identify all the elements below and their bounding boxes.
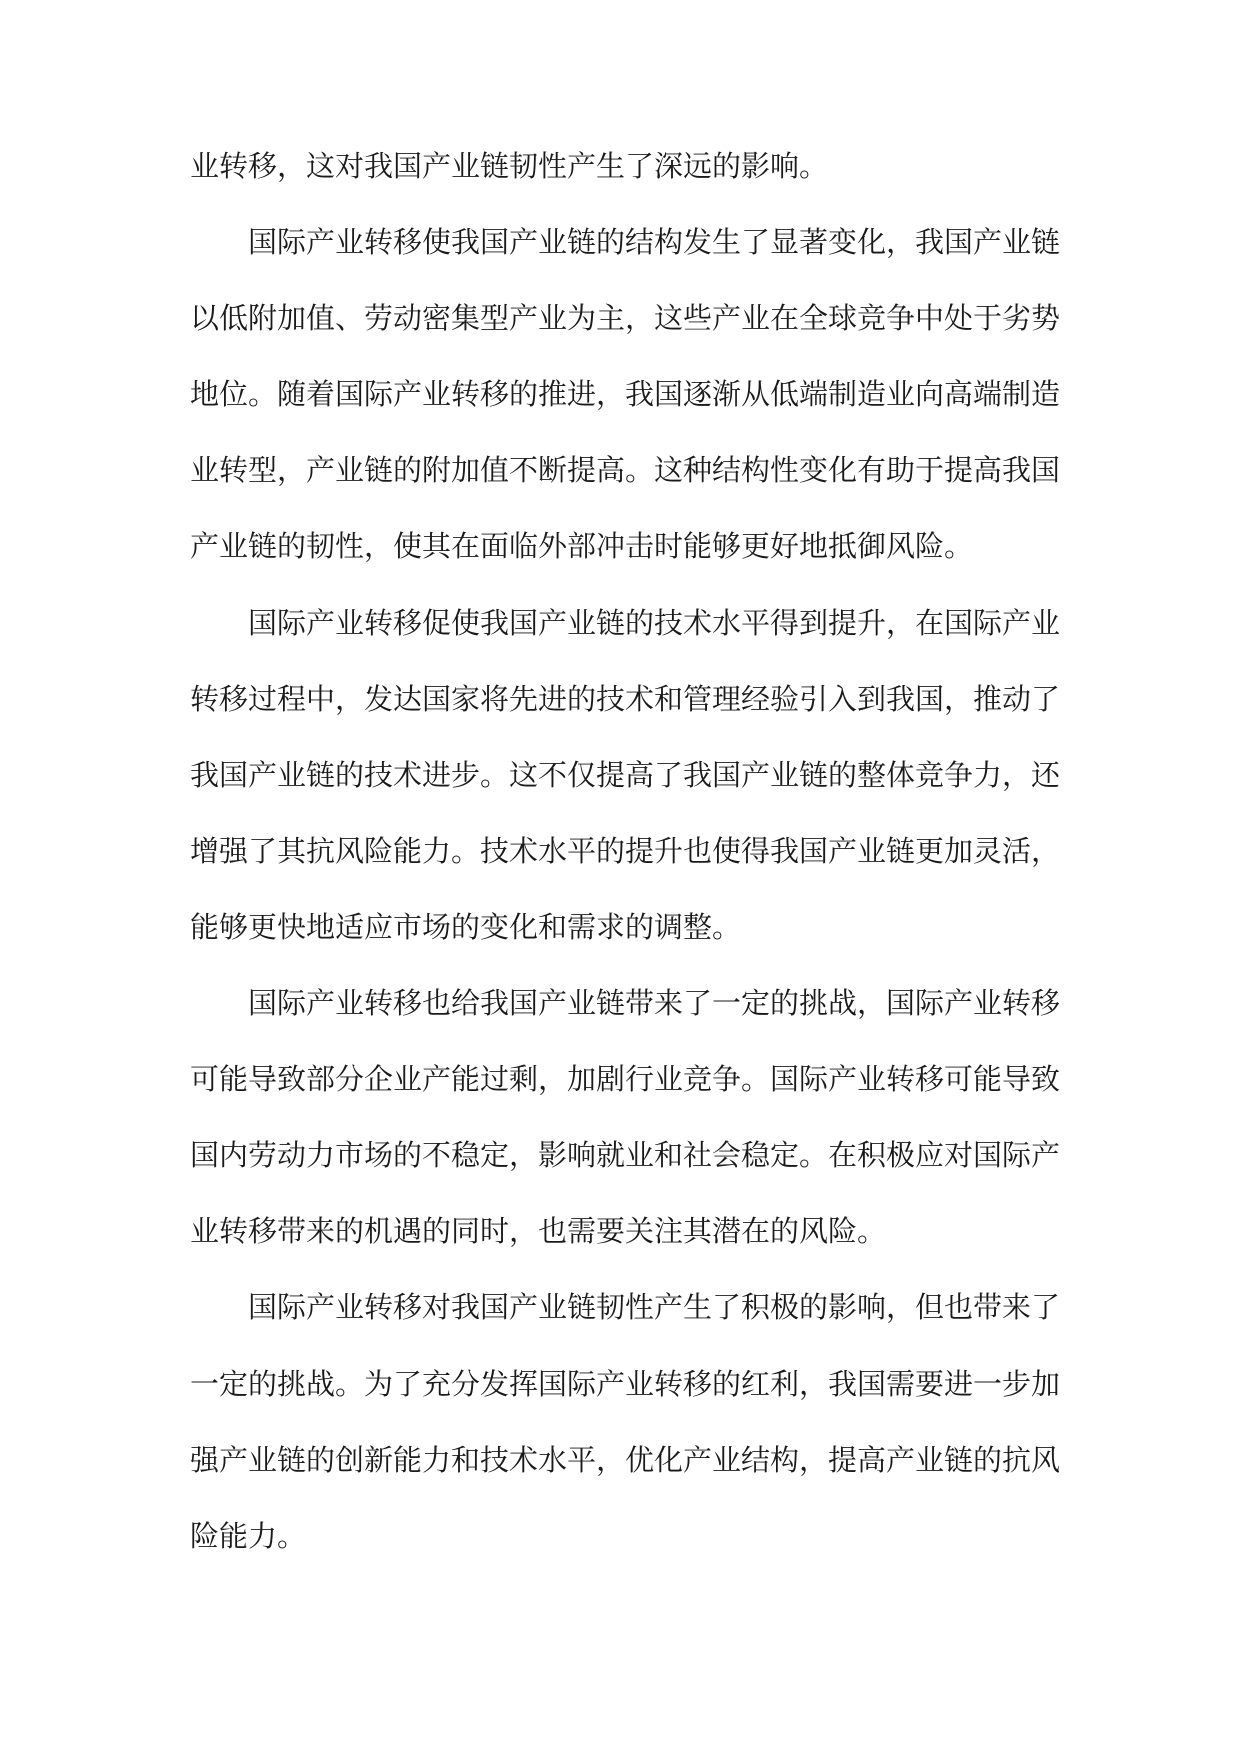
- paragraph-first-line: 国际产业转移使我国产业链的结构发生了显著变化，我国产业链: [248, 225, 1061, 260]
- paragraph-first-line: 国际产业转移也给我国产业链带来了一定的挑战，国际产业转移: [248, 986, 1061, 1021]
- text-line: 强产业链的创新能力和技术水平，优化产业结构，提高产业链的抗风: [190, 1442, 1061, 1477]
- text-line: 产业链的韧性，使其在面临外部冲击时能够更好地抵御风险。: [190, 529, 974, 564]
- paragraph-first-line: 国际产业转移对我国产业链韧性产生了积极的影响，但也带来了: [248, 1290, 1061, 1325]
- text-line: 以低附加值、劳动密集型产业为主，这些产业在全球竞争中处于劣势: [190, 301, 1061, 336]
- text-line: 国内劳动力市场的不稳定，影响就业和社会稳定。在积极应对国际产: [190, 1138, 1061, 1173]
- text-line: 业转型，产业链的附加值不断提高。这种结构性变化有助于提高我国: [190, 453, 1061, 488]
- text-line: 能够更快地适应市场的变化和需求的调整。: [190, 909, 742, 944]
- text-line: 转移过程中，发达国家将先进的技术和管理经验引入到我国，推动了: [190, 681, 1061, 716]
- text-line: 我国产业链的技术进步。这不仅提高了我国产业链的整体竞争力，还: [190, 757, 1061, 792]
- text-line: 业转移带来的机遇的同时，也需要关注其潜在的风险。: [190, 1214, 887, 1249]
- body-text: [190, 147, 1061, 1593]
- text-line: 业转移，这对我国产业链韧性产生了深远的影响。: [190, 149, 829, 183]
- text-line: 险能力。: [190, 1518, 307, 1553]
- text-line: 一定的挑战。为了充分发挥国际产业转移的红利，我国需要进一步加: [190, 1366, 1061, 1401]
- text-line: 地位。随着国际产业转移的推进，我国逐渐从低端制造业向高端制造: [190, 377, 1061, 412]
- text-line: 可能导致部分企业产能过剩，加剧行业竞争。国际产业转移可能导致: [190, 1062, 1061, 1097]
- text-line: 增强了其抗风险能力。技术水平的提升也使得我国产业链更加灵活，: [190, 833, 1061, 868]
- paragraph-first-line: 国际产业转移促使我国产业链的技术水平得到提升，在国际产业: [248, 605, 1061, 640]
